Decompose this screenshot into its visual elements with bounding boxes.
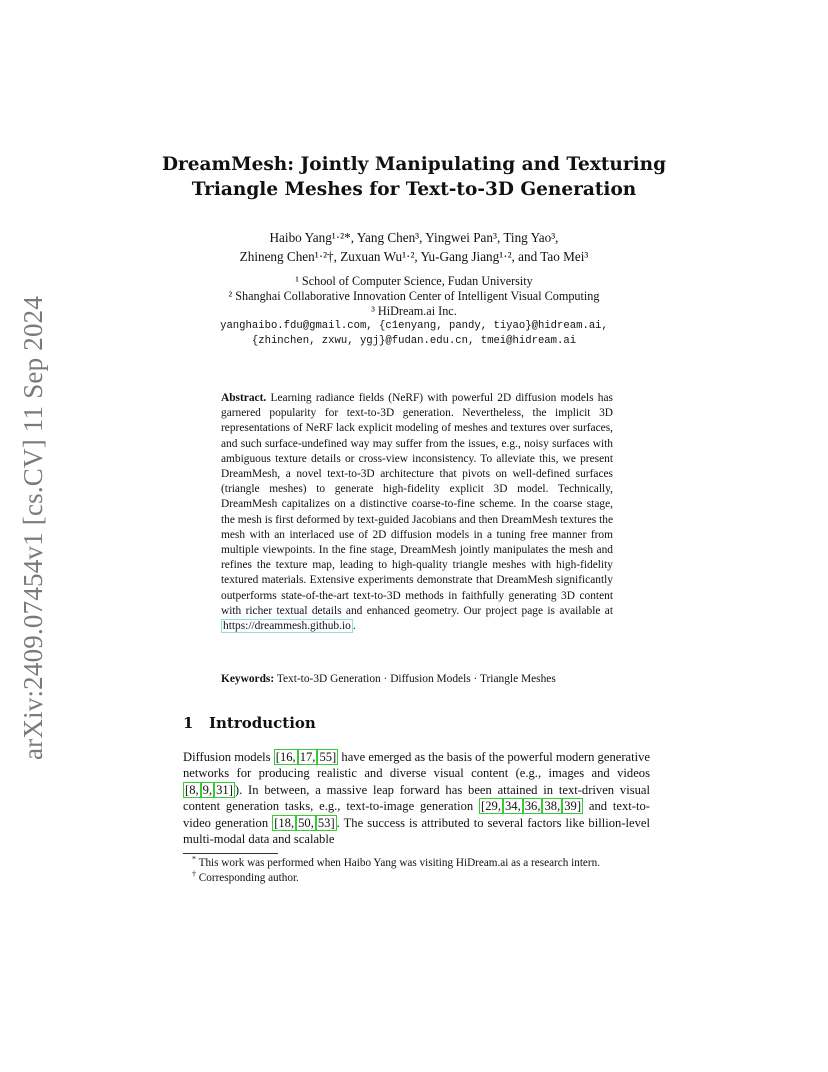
citation[interactable]: 55] [319,750,337,764]
intro-text: and text-to-video generation [183,799,650,830]
keywords [221,672,621,687]
abstract [221,391,613,634]
affiliation-3: ³ HiDream.ai Inc. [371,304,457,318]
abstract-end: . [352,620,356,633]
intro-text: . The success is attributed to several factors like billion-level multi-modal data and scalable [183,815,650,847]
citation[interactable]: [18, [274,815,295,830]
title-line-2: Triangle Meshes for Text-to-3D Generation [191,179,637,200]
footnotes [192,856,652,885]
emails-line-1: yanghaibo.fdu@gmail.com, {c1enyang, pandy, tiyao}@hidream.ai, [220,320,608,332]
citation[interactable]: 39] [564,799,582,814]
intro-text: have emerged as the basis of the powerful modern generative networks for producing realistic and diverse visual content (e.g., images and videos [183,750,650,781]
footnote-1 [192,856,652,871]
citation[interactable]: 9, [202,782,213,797]
affiliation-2: ² Shanghai Collaborative Innovation Center of Intelligent Visual Computing [228,289,600,303]
intro-text: Diffusion models [183,750,271,764]
citation[interactable]: [8, [185,782,199,797]
citation[interactable]: [29, [481,799,501,814]
citation[interactable]: 36, [524,799,541,814]
section-title: Introduction [209,714,316,732]
citation[interactable]: 38, [544,799,561,814]
intro-text: ). In between, a massive leap forward has been attained in text-driven visual content generation tasks, e.g., text-to-image generation [183,782,650,814]
authors-line-1: Haibo Yang¹·²*, Yang Chen³, Yingwei Pan³, Ting Yao³, [269,230,559,245]
abstract-text: Learning radiance fields (NeRF) with powerful 2D diffusion models has garnered popularity for text-to-3D generation. Nevertheless, the implicit 3D representations of NeRF lack explicit modeling of meshes and textures over surfaces, and such surface-undefined way may suffer from the issues, e.g., noisy surfaces with ambiguous texture details or cross-view inconsistency. To alleviate this, we present DreamMesh, a novel text-to-3D architecture that pivots on well-defined surfaces (triangle meshes) to generate high-fidelity explicit 3D model. Technically, DreamMesh capitalizes on a distinctive coarse-to-fine scheme. In the coarse stage, the mesh is first deformed by text-guided Jacobians and then DreamMesh textures the mesh with an interlaced use of 2D diffusion models in a tuning free manner from multiple viewpoints. In the fine stage, DreamMesh jointly manipulates the mesh and refines the texture map, leading to high-quality triangle meshes with high-fidelity textured materials. Extensive experiments demonstrate that DreamMesh significantly outperforms state-of-the-art text-to-3D methods in faithfully generating 3D content with richer textual details and enhanced geometry. Our project page is available at [221,392,613,617]
abstract-label: Abstract. [221,392,267,404]
footnote-2 [192,868,652,886]
footnote-text: This work was performed when Haibo Yang was visiting HiDream.ai as a research intern. [198,857,601,869]
project-page-link[interactable]: https://dreammesh.github.io [223,620,351,633]
section-number: 1 [183,714,194,732]
footnote-divider [183,853,278,854]
arxiv-identifier-stamp: arXiv:2409.07454v1 [cs.CV] 11 Sep 2024 [18,295,48,760]
citation[interactable]: 34, [504,799,521,814]
footnote-mark: † [192,868,196,878]
citation[interactable]: 31] [216,782,233,797]
citation[interactable]: 17, [299,750,316,764]
keywords-text: Text-to-3D Generation · Diffusion Models · Triangle Meshes [276,673,556,685]
introduction-paragraph [183,749,650,847]
affiliation-1: ¹ School of Computer Science, Fudan University [295,274,533,288]
authors-line-2: Zhineng Chen¹·²†, Zuxuan Wu¹·², Yu-Gang Jiang¹·², and Tao Mei³ [239,249,589,264]
keywords-label: Keywords: [221,673,275,685]
citation[interactable]: 53] [317,815,335,830]
citation[interactable]: 50, [298,815,314,830]
footnote-text: Corresponding author. [198,871,299,884]
citation[interactable]: [16, [275,750,296,764]
footnote-mark: * [192,854,196,864]
author-list [150,228,678,266]
affiliations [150,274,678,349]
paper-title [150,152,678,202]
title-line-1: DreamMesh: Jointly Manipulating and Texturing [162,154,666,175]
emails-line-2: {zhinchen, zxwu, ygj}@fudan.edu.cn, tmei@hidream.ai [251,335,577,347]
section-heading [183,714,316,732]
